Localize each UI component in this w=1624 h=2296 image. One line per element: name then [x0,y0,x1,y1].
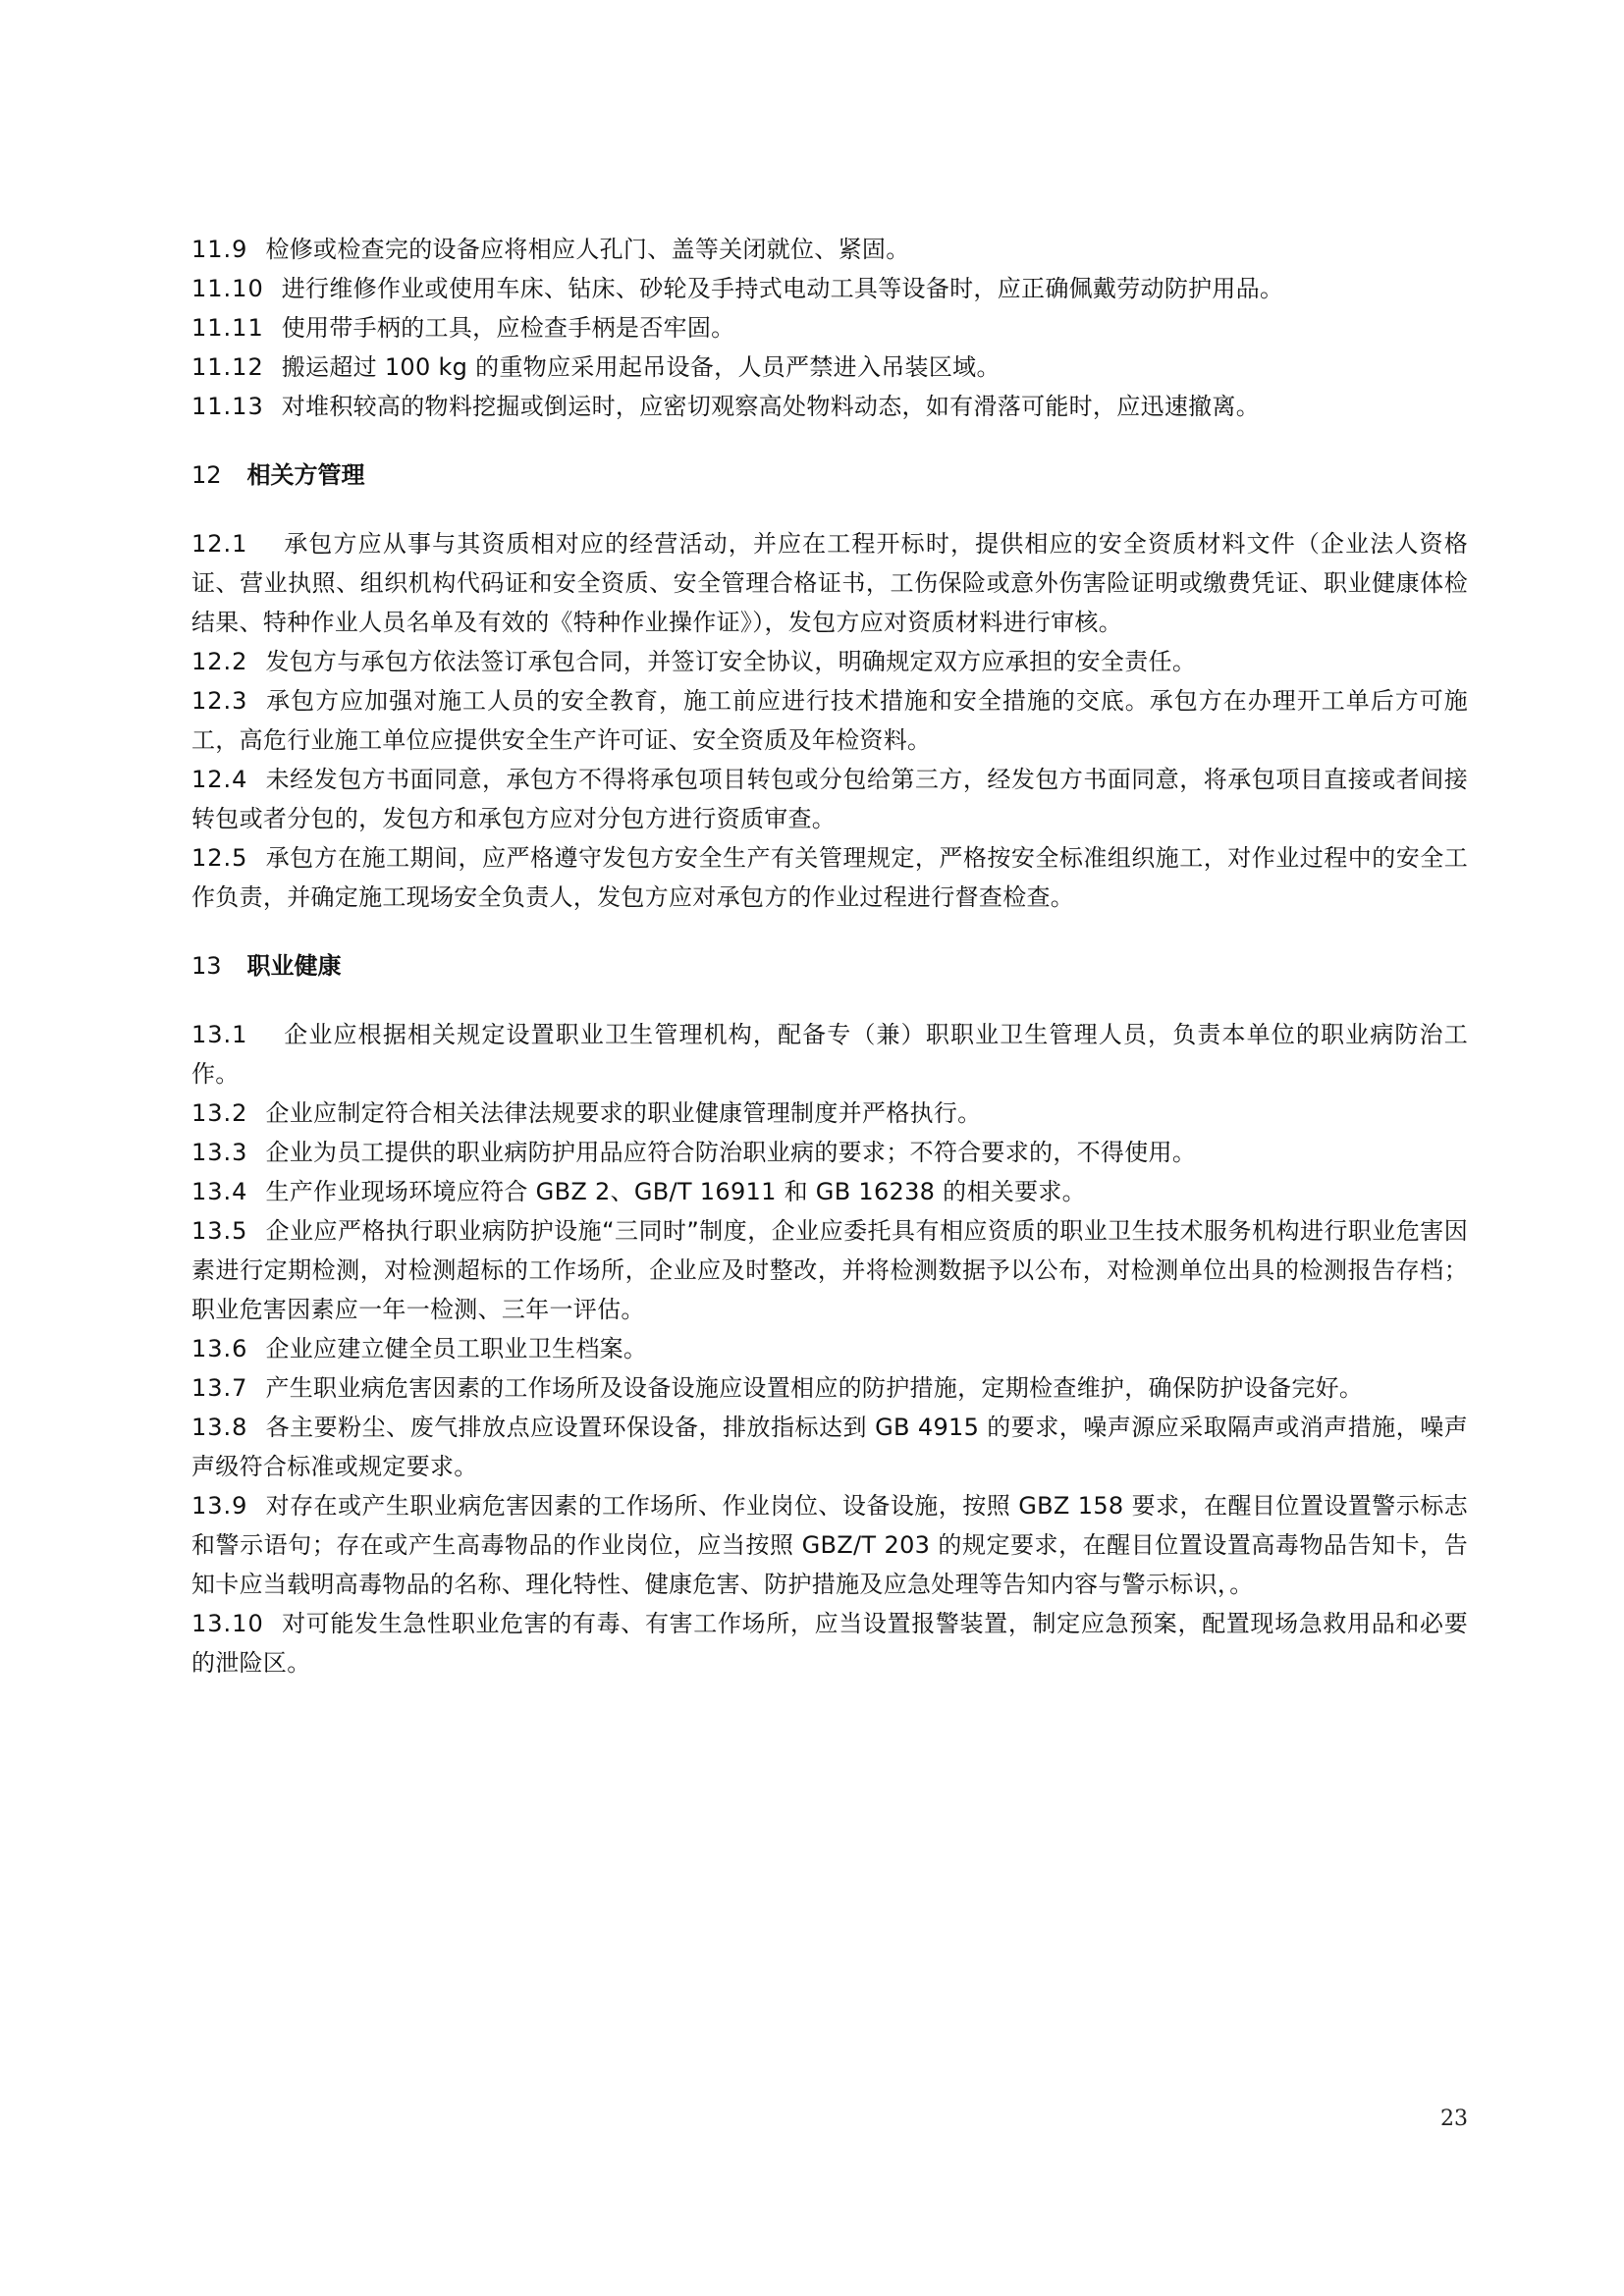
clause-number: 11.10 [191,275,264,302]
page-number: 23 [1440,2107,1468,2131]
section-title: 职业健康 [246,952,342,980]
clause-number: 12.5 [191,844,248,872]
clause-paragraph [191,1094,1468,1133]
page-body [191,230,1468,1682]
clause-number: 12.4 [191,766,248,793]
clause-text: 产生职业病危害因素的工作场所及设备设施应设置相应的防护措施，定期检查维护，确保防护设备完好。 [265,1374,1364,1402]
clause-paragraph [191,347,1468,387]
clause-number: 11.9 [191,236,248,263]
section-heading [191,426,1468,524]
clause-paragraph [191,387,1468,426]
clause-text: 生产作业现场环境应符合 GBZ 2、GB/T 16911 和 GB 16238 的相关要求。 [265,1178,1086,1205]
clause-text: 各主要粉尘、废气排放点应设置环保设备，排放指标达到 GB 4915 的要求，噪声源应采取隔声或消声措施，噪声声级符合标准或规定要求。 [191,1414,1468,1480]
clause-number: 13.2 [191,1099,248,1127]
clause-number: 13.3 [191,1139,248,1166]
clause-text: 企业应根据相关规定设置职业卫生管理机构，配备专（兼）职职业卫生管理人员，负责本单位的职业病防治工作。 [191,1021,1468,1088]
clause-text: 使用带手柄的工具，应检查手柄是否牢固。 [281,314,735,342]
clause-paragraph [191,308,1468,347]
clause-number: 11.12 [191,353,264,381]
clause-text: 承包方应加强对施工人员的安全教育，施工前应进行技术措施和安全措施的交底。承包方在办理开工单后方可施工，高危行业施工单位应提供安全生产许可证、安全资质及年检资料。 [191,687,1468,754]
clause-number: 13.7 [191,1374,248,1402]
clause-text: 对可能发生急性职业危害的有毒、有害工作场所，应当设置报警装置，制定应急预案，配置现场急救用品和必要的泄险区。 [191,1610,1468,1677]
clause-number: 11.13 [191,393,264,420]
clause-text: 发包方与承包方依法签订承包合同，并签订安全协议，明确规定双方应承担的安全责任。 [265,648,1197,675]
clause-number: 12.2 [191,648,248,675]
clause-number: 13.5 [191,1217,248,1245]
clause-text: 承包方在施工期间，应严格遵守发包方安全生产有关管理规定，严格按安全标准组织施工，对作业过程中的安全工作负责，并确定施工现场安全负责人，发包方应对承包方的作业过程进行督查检查。 [191,844,1468,911]
clause-text: 企业应严格执行职业病防护设施“三同时”制度，企业应委托具有相应资质的职业卫生技术服务机构进行职业危害因素进行定期检测，对检测超标的工作场所，企业应及时整改，并将检测数据予以公布，对检测单位出具的检测报告存档；职业危害因素应一年一检测、三年一评估。 [191,1217,1468,1323]
clause-number: 13.6 [191,1335,248,1362]
clause-text: 进行维修作业或使用车床、钻床、砂轮及手持式电动工具等设备时，应正确佩戴劳动防护用品。 [281,275,1284,302]
clause-number: 13.8 [191,1414,248,1441]
clause-paragraph [191,1211,1468,1329]
clause-text: 企业应制定符合相关法律法规要求的职业健康管理制度并严格执行。 [265,1099,982,1127]
clause-paragraph [191,1408,1468,1486]
clause-paragraph [191,1604,1468,1682]
clause-paragraph [191,1368,1468,1408]
clause-number: 13.1 [191,1021,248,1048]
clause-number: 13.9 [191,1492,248,1520]
clause-text: 承包方应从事与其资质相对应的经营活动，并应在工程开标时，提供相应的安全资质材料文件（企业法人资格证、营业执照、组织机构代码证和安全资质、安全管理合格证书，工伤保险或意外伤害险证明或缴费凭证、职业健康体检结果、特种作业人员名单及有效的《特种作业操作证》），发包方应对资质材料进行审核。 [191,530,1468,636]
clause-paragraph [191,838,1468,917]
clause-text: 企业为员工提供的职业病防护用品应符合防治职业病的要求；不符合要求的，不得使用。 [265,1139,1197,1166]
clause-text: 对存在或产生职业病危害因素的工作场所、作业岗位、设备设施，按照 GBZ 158 要求，在醒目位置设置警示标志和警示语句；存在或产生高毒物品的作业岗位，应当按照 GBZ/T 203 的规定要求，在醒目位置设置高毒物品告知卡，告知卡应当载明高毒物品的名称、理化特性、健康危害、防护措施及应急处理等告知内容与警示标识，。 [191,1492,1468,1598]
clause-paragraph [191,1172,1468,1211]
clause-paragraph [191,269,1468,308]
clause-number: 13.10 [191,1610,264,1637]
clause-number: 12.1 [191,530,248,558]
clause-paragraph [191,1486,1468,1604]
section-heading [191,917,1468,1015]
clause-paragraph [191,524,1468,642]
clause-paragraph [191,681,1468,760]
clause-number: 11.11 [191,314,264,342]
clause-text: 检修或检查完的设备应将相应人孔门、盖等关闭就位、紧固。 [265,236,910,263]
clause-number: 13.4 [191,1178,248,1205]
clause-text: 对堆积较高的物料挖掘或倒运时，应密切观察高处物料动态，如有滑落可能时，应迅速撤离。 [281,393,1261,420]
clause-paragraph [191,760,1468,838]
clause-text: 未经发包方书面同意，承包方不得将承包项目转包或分包给第三方，经发包方书面同意，将承包项目直接或者间接转包或者分包的，发包方和承包方应对分包方进行资质审查。 [191,766,1468,832]
clause-paragraph [191,1015,1468,1094]
section-title: 相关方管理 [246,461,365,489]
section-number: 12 [191,461,222,489]
clause-number: 12.3 [191,687,248,715]
section-number: 13 [191,952,222,980]
clause-paragraph [191,1329,1468,1368]
clause-paragraph [191,1133,1468,1172]
clause-text: 搬运超过 100 kg 的重物应采用起吊设备，人员严禁进入吊装区域。 [281,353,1001,381]
clause-paragraph [191,230,1468,269]
clause-text: 企业应建立健全员工职业卫生档案。 [265,1335,648,1362]
clause-paragraph [191,642,1468,681]
